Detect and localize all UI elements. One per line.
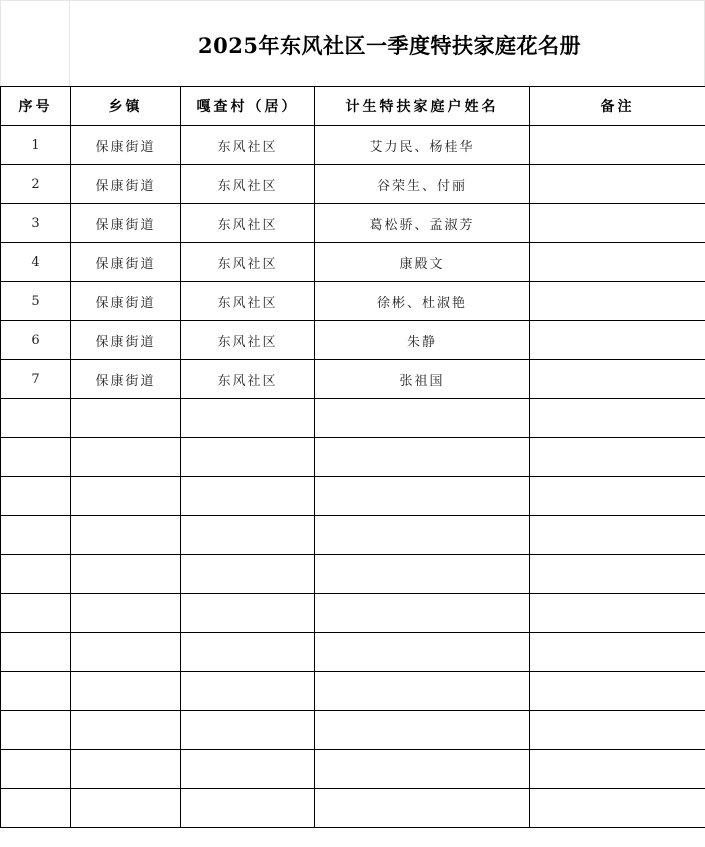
- cell-village[interactable]: [181, 555, 315, 594]
- cell-remarks[interactable]: [530, 555, 705, 594]
- cell-household-names[interactable]: [315, 438, 530, 477]
- cell-serial[interactable]: 3: [1, 204, 71, 243]
- cell-town[interactable]: 保康街道: [71, 321, 181, 360]
- cell-serial[interactable]: [1, 399, 71, 438]
- roster-table: [0, 86, 705, 828]
- cell-serial[interactable]: 2: [1, 165, 71, 204]
- cell-serial[interactable]: [1, 477, 71, 516]
- cell-household-names[interactable]: [315, 711, 530, 750]
- cell-remarks[interactable]: [530, 672, 705, 711]
- cell-town[interactable]: [71, 438, 181, 477]
- cell-household-names[interactable]: [315, 594, 530, 633]
- cell-remarks[interactable]: [530, 282, 705, 321]
- cell-remarks[interactable]: [530, 399, 705, 438]
- page-title: 2025年东风社区一季度特扶家庭花名册: [198, 33, 581, 58]
- table-row: [1, 516, 705, 555]
- table-row: [1, 126, 705, 165]
- cell-serial[interactable]: 1: [1, 126, 71, 165]
- table-row: [1, 789, 705, 828]
- cell-household-names[interactable]: 徐彬、杜淑艳: [315, 282, 530, 321]
- cell-town[interactable]: [71, 516, 181, 555]
- cell-household-names[interactable]: 张祖国: [315, 360, 530, 399]
- cell-remarks[interactable]: [530, 516, 705, 555]
- cell-village[interactable]: [181, 477, 315, 516]
- cell-village[interactable]: [181, 711, 315, 750]
- cell-village[interactable]: [181, 633, 315, 672]
- cell-village[interactable]: 东风社区: [181, 126, 315, 165]
- table-row: [1, 672, 705, 711]
- header-household-names[interactable]: 计生特扶家庭户姓名: [315, 87, 530, 126]
- table-row: [1, 282, 705, 321]
- cell-village[interactable]: [181, 750, 315, 789]
- cell-remarks[interactable]: [530, 789, 705, 828]
- table-row: [1, 360, 705, 399]
- table-row: [1, 594, 705, 633]
- title-cell[interactable]: [70, 0, 705, 86]
- cell-town[interactable]: 保康街道: [71, 243, 181, 282]
- cell-household-names[interactable]: [315, 672, 530, 711]
- cell-town[interactable]: [71, 750, 181, 789]
- cell-serial[interactable]: [1, 711, 71, 750]
- cell-town[interactable]: [71, 633, 181, 672]
- cell-remarks[interactable]: [530, 204, 705, 243]
- cell-remarks[interactable]: [530, 438, 705, 477]
- header-row: [1, 87, 705, 126]
- cell-household-names[interactable]: [315, 789, 530, 828]
- table-row: [1, 477, 705, 516]
- header-remarks[interactable]: 备注: [530, 87, 705, 126]
- table-row: [1, 633, 705, 672]
- header-serial[interactable]: 序号: [1, 87, 71, 126]
- cell-serial[interactable]: [1, 750, 71, 789]
- cell-village[interactable]: [181, 399, 315, 438]
- table-row: [1, 438, 705, 477]
- cell-town[interactable]: [71, 711, 181, 750]
- header-town[interactable]: 乡镇: [71, 87, 181, 126]
- table-row: [1, 243, 705, 282]
- cell-serial[interactable]: [1, 438, 71, 477]
- cell-household-names[interactable]: 康殿文: [315, 243, 530, 282]
- cell-household-names[interactable]: [315, 477, 530, 516]
- cell-serial[interactable]: 5: [1, 282, 71, 321]
- cell-household-names[interactable]: [315, 633, 530, 672]
- cell-serial[interactable]: [1, 594, 71, 633]
- table-row: [1, 165, 705, 204]
- cell-town[interactable]: [71, 594, 181, 633]
- cell-household-names[interactable]: 艾力民、杨桂华: [315, 126, 530, 165]
- cell-town[interactable]: 保康街道: [71, 126, 181, 165]
- cell-household-names[interactable]: 谷荣生、付丽: [315, 165, 530, 204]
- cell-remarks[interactable]: [530, 321, 705, 360]
- cell-town[interactable]: [71, 555, 181, 594]
- cell-town[interactable]: [71, 477, 181, 516]
- cell-town[interactable]: 保康街道: [71, 282, 181, 321]
- table-row: [1, 399, 705, 438]
- cell-remarks[interactable]: [530, 750, 705, 789]
- cell-village[interactable]: [181, 438, 315, 477]
- cell-household-names[interactable]: [315, 555, 530, 594]
- cell-remarks[interactable]: [530, 360, 705, 399]
- cell-household-names[interactable]: [315, 516, 530, 555]
- cell-village[interactable]: 东风社区: [181, 360, 315, 399]
- cell-town[interactable]: [71, 672, 181, 711]
- cell-village[interactable]: [181, 672, 315, 711]
- cell-household-names[interactable]: 葛松骄、孟淑芳: [315, 204, 530, 243]
- cell-remarks[interactable]: [530, 243, 705, 282]
- cell-village[interactable]: [181, 789, 315, 828]
- table-row: [1, 555, 705, 594]
- cell-remarks[interactable]: [530, 594, 705, 633]
- table-row: [1, 750, 705, 789]
- gridline: [0, 0, 1, 86]
- cell-household-names[interactable]: [315, 399, 530, 438]
- cell-serial[interactable]: 6: [1, 321, 71, 360]
- cell-village[interactable]: [181, 594, 315, 633]
- cell-remarks[interactable]: [530, 633, 705, 672]
- cell-remarks[interactable]: [530, 165, 705, 204]
- roster-body: [1, 126, 705, 828]
- cell-serial[interactable]: 7: [1, 360, 71, 399]
- cell-village[interactable]: 东风社区: [181, 204, 315, 243]
- cell-household-names[interactable]: 朱静: [315, 321, 530, 360]
- cell-serial[interactable]: [1, 672, 71, 711]
- cell-serial[interactable]: [1, 555, 71, 594]
- cell-village[interactable]: 东风社区: [181, 165, 315, 204]
- cell-village[interactable]: 东风社区: [181, 321, 315, 360]
- cell-household-names[interactable]: [315, 750, 530, 789]
- cell-serial[interactable]: 4: [1, 243, 71, 282]
- cell-village[interactable]: 东风社区: [181, 243, 315, 282]
- cell-town[interactable]: 保康街道: [71, 204, 181, 243]
- cell-serial[interactable]: [1, 789, 71, 828]
- cell-town[interactable]: [71, 789, 181, 828]
- cell-village[interactable]: [181, 516, 315, 555]
- cell-remarks[interactable]: [530, 126, 705, 165]
- cell-town[interactable]: 保康街道: [71, 165, 181, 204]
- cell-village[interactable]: 东风社区: [181, 282, 315, 321]
- cell-town[interactable]: 保康街道: [71, 360, 181, 399]
- table-row: [1, 711, 705, 750]
- cell-remarks[interactable]: [530, 711, 705, 750]
- table-row: [1, 204, 705, 243]
- cell-town[interactable]: [71, 399, 181, 438]
- header-village[interactable]: 嘎查村（居）: [181, 87, 315, 126]
- cell-serial[interactable]: [1, 633, 71, 672]
- cell-serial[interactable]: [1, 516, 71, 555]
- cell-remarks[interactable]: [530, 477, 705, 516]
- table-row: [1, 321, 705, 360]
